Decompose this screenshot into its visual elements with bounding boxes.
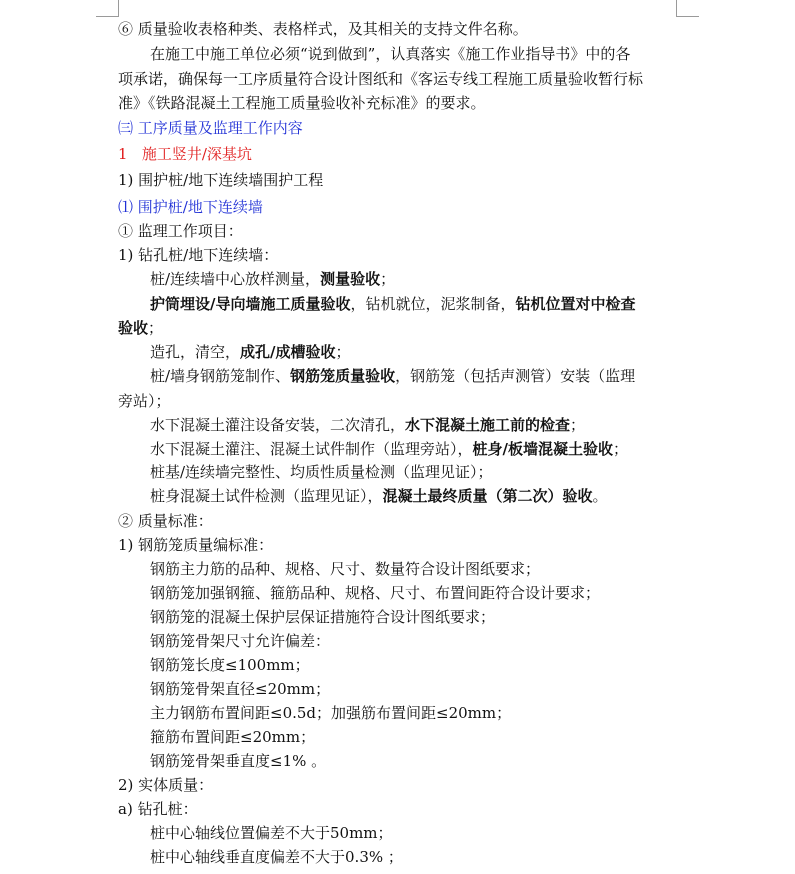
standard-item: 桩中心轴线位置偏差不大于50mm； bbox=[150, 824, 393, 842]
work-item bbox=[150, 437, 628, 461]
text-span: 造孔，清空， bbox=[150, 343, 241, 361]
work-item bbox=[150, 364, 635, 388]
bold-span: 桩身/板墙混凝土验收 bbox=[472, 440, 613, 458]
work-item bbox=[150, 484, 608, 508]
text-span: ； bbox=[148, 319, 164, 337]
bold-span: 钻机位置对中检查 bbox=[515, 295, 636, 313]
standard-item: 钢筋笼骨架垂直度≤1% 。 bbox=[150, 752, 327, 770]
text-span: ； bbox=[570, 416, 586, 434]
standard-item: 箍筋布置间距≤20mm； bbox=[150, 728, 316, 746]
text-span: 桩/墙身钢筋笼制作、 bbox=[150, 367, 291, 385]
text-span: ； bbox=[613, 440, 629, 458]
text-span: ； bbox=[380, 270, 396, 288]
bold-span: 验收 bbox=[118, 319, 149, 337]
work-item-continuation bbox=[118, 316, 163, 340]
text-line: 1) 钻孔桩/地下连续墙： bbox=[118, 246, 279, 264]
text-span: 水下混凝土灌注、混凝土试件制作（监理旁站）， bbox=[150, 440, 473, 458]
bold-span: 水下混凝土施工前的检查 bbox=[405, 416, 571, 434]
section-heading: ㈢ 工序质量及监理工作内容 bbox=[118, 119, 303, 137]
text-span: 桩/连续墙中心放样测量， bbox=[150, 270, 321, 288]
subsection-heading: ⑴ 围护桩/地下连续墙 bbox=[118, 198, 263, 216]
work-item: 桩基/连续墙完整性、均质性质量检测（监理见证）； bbox=[150, 463, 493, 481]
page-corner-mark-right bbox=[676, 0, 699, 17]
work-item-continuation: 旁站）； bbox=[118, 392, 171, 410]
text-line: ⑥ 质量验收表格种类、表格样式，及其相关的支持文件名称。 bbox=[118, 20, 528, 38]
text-line: ① 监理工作项目： bbox=[118, 222, 243, 240]
bold-span: 成孔/成槽验收 bbox=[240, 343, 336, 361]
text-line: 项承诺，确保每一工序质量符合设计图纸和《客运专线工程施工质量验收暂行标 bbox=[118, 70, 644, 88]
text-span: 。 bbox=[592, 487, 608, 505]
text-span: 水下混凝土灌注设备安装，二次清孔， bbox=[150, 416, 406, 434]
text-span: ，钢筋笼（包括声测管）安装（监理 bbox=[395, 367, 636, 385]
bold-span: 测量验收 bbox=[320, 270, 381, 288]
text-line: 在施工中施工单位必须“说到做到”，认真落实《施工作业指导书》中的各 bbox=[150, 45, 631, 63]
text-span: ，钻机就位，泥浆制备， bbox=[350, 295, 516, 313]
text-span: 桩身混凝土试件检测（监理见证）， bbox=[150, 487, 383, 505]
subsection-heading: 1 施工竖井/深基坑 bbox=[118, 145, 252, 163]
standard-item: 钢筋笼长度≤100mm； bbox=[150, 656, 310, 674]
standard-item: 桩中心轴线垂直度偏差不大于0.3% ； bbox=[150, 848, 403, 866]
work-item bbox=[150, 267, 395, 291]
text-span: ； bbox=[335, 343, 351, 361]
text-line: 1) 钢筋笼质量编标准： bbox=[118, 536, 274, 554]
text-line: 2) 实体质量： bbox=[118, 776, 214, 794]
text-line: a) 钻孔桩： bbox=[118, 800, 198, 818]
text-line: ② 质量标准： bbox=[118, 512, 213, 530]
standard-item: 钢筋笼骨架尺寸允许偏差： bbox=[150, 632, 331, 650]
standard-item: 主力钢筋布置间距≤0.5d；加强筋布置间距≤20mm； bbox=[150, 704, 512, 722]
work-item bbox=[150, 340, 351, 364]
bold-span: 护筒埋设/导向墙施工质量验收 bbox=[150, 295, 351, 313]
text-line: 准》《铁路混凝土工程施工质量验收补充标准》的要求。 bbox=[118, 94, 486, 112]
bold-span: 混凝土最终质量（第二次）验收 bbox=[382, 487, 593, 505]
text-line: 1) 围护桩/地下连续墙围护工程 bbox=[118, 171, 324, 189]
bold-span: 钢筋笼质量验收 bbox=[290, 367, 396, 385]
standard-item: 钢筋笼加强钢箍、箍筋品种、规格、尺寸、布置间距符合设计要求； bbox=[150, 584, 601, 602]
standard-item: 钢筋笼的混凝土保护层保证措施符合设计图纸要求； bbox=[150, 608, 496, 626]
work-item bbox=[150, 413, 585, 437]
standard-item: 钢筋笼骨架直径≤20mm； bbox=[150, 680, 331, 698]
work-item bbox=[150, 292, 636, 316]
page-corner-mark-left bbox=[96, 0, 119, 17]
standard-item: 钢筋主力筋的品种、规格、尺寸、数量符合设计图纸要求； bbox=[150, 560, 541, 578]
